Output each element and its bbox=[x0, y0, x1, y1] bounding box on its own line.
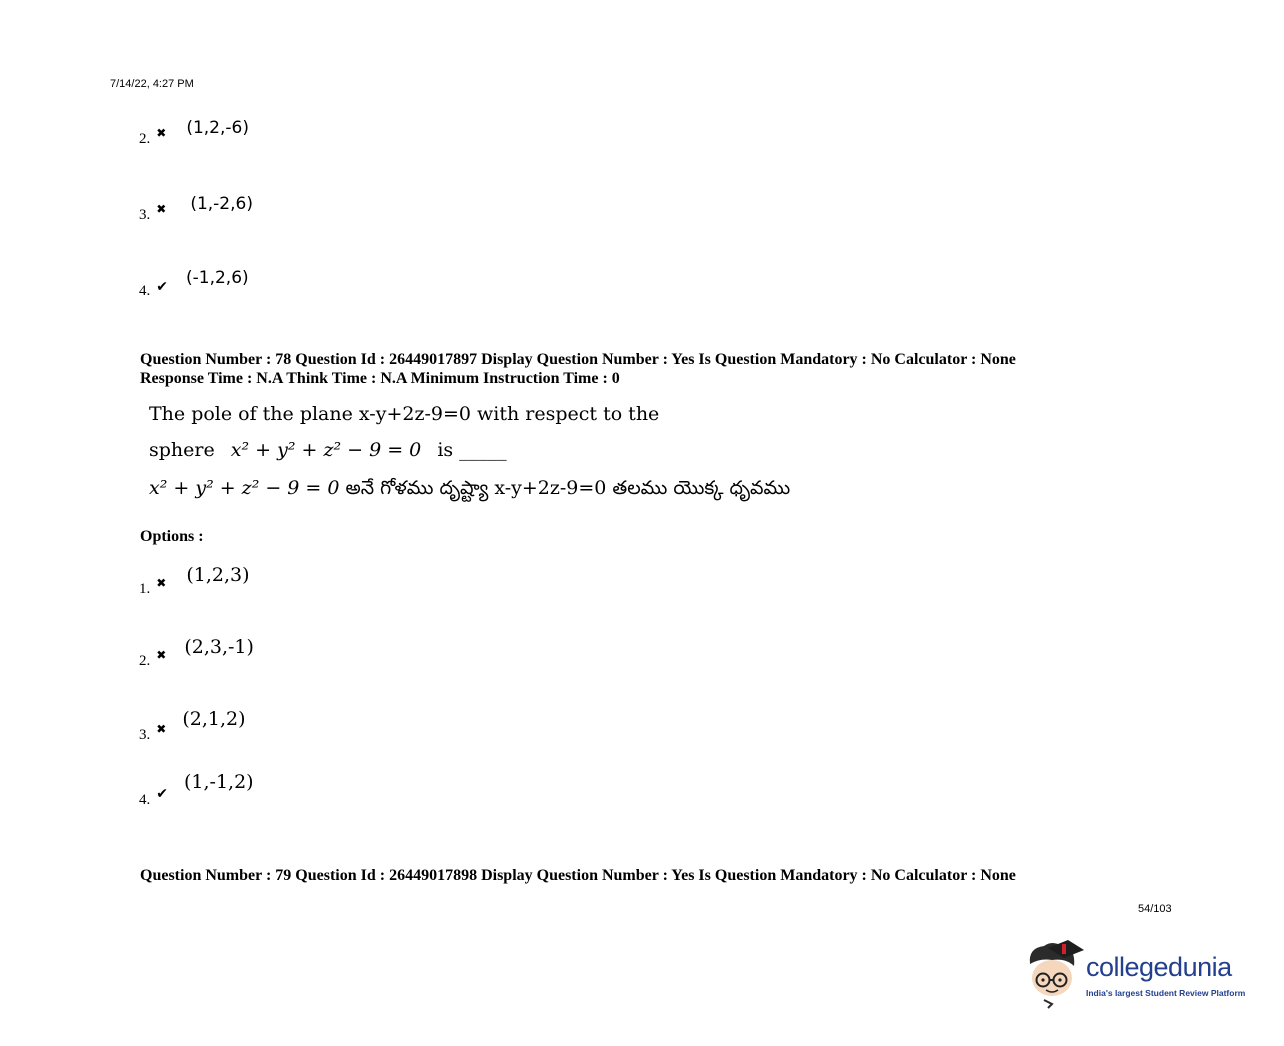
cross-icon: ✖ bbox=[156, 202, 167, 216]
option-number: 3. bbox=[139, 207, 151, 223]
question-78-option-3 bbox=[139, 708, 245, 744]
option-number: 3. bbox=[139, 727, 151, 743]
cross-icon: ✖ bbox=[156, 722, 167, 736]
telugu-sphere-equation: x² + y² + z² − 9 = 0 bbox=[149, 477, 340, 499]
option-number: 1. bbox=[139, 581, 151, 597]
text-sphere: sphere bbox=[149, 439, 215, 461]
cross-icon: ✖ bbox=[156, 648, 167, 662]
collegedunia-logo bbox=[1022, 938, 1254, 1010]
mascot-icon bbox=[1022, 938, 1086, 1010]
option-value: (1,2,-6) bbox=[186, 118, 249, 138]
question-79-meta: Question Number : 79 Question Id : 26449017898 Display Question Number : Yes Is Question Mandatory : No Calculator : None bbox=[140, 867, 1016, 884]
logo-tagline: India's largest Student Review Platform bbox=[1086, 988, 1246, 998]
checkmark-icon: ✔ bbox=[156, 279, 168, 295]
option-value: (1,2,3) bbox=[186, 564, 250, 586]
question-78-option-1 bbox=[139, 564, 249, 598]
question-78-telugu bbox=[149, 477, 790, 504]
question-78-timing: Response Time : N.A Think Time : N.A Minimum Instruction Time : 0 bbox=[140, 370, 620, 387]
telugu-text: అనే గోళము దృష్ట్యా x-y+2z-9=0 తలము యొక్క ధృవము bbox=[345, 477, 791, 499]
option-value: (2,3,-1) bbox=[184, 636, 254, 658]
options-heading: Options : bbox=[140, 528, 204, 545]
text-is-blank: is _____ bbox=[437, 439, 507, 461]
option-number: 4. bbox=[139, 283, 151, 299]
option-number: 2. bbox=[139, 653, 151, 669]
question-78-meta: Question Number : 78 Question Id : 26449017897 Display Question Number : Yes Is Question Mandatory : No Calculator : None bbox=[140, 351, 1016, 368]
checkmark-icon: ✔ bbox=[156, 786, 168, 802]
cross-icon: ✖ bbox=[156, 126, 167, 140]
prev-option-3 bbox=[139, 194, 253, 224]
logo-wordmark: collegedunia bbox=[1086, 952, 1232, 982]
cross-icon: ✖ bbox=[156, 576, 167, 590]
option-number: 4. bbox=[139, 792, 151, 808]
option-value: (1,-1,2) bbox=[183, 771, 254, 793]
sphere-equation: x² + y² + z² − 9 = 0 bbox=[230, 439, 422, 461]
question-78-option-4 bbox=[139, 771, 254, 809]
question-78-text-line2 bbox=[149, 439, 507, 461]
question-78-option-2 bbox=[139, 636, 254, 670]
question-78-text-line1: The pole of the plane x-y+2z-9=0 with respect to the bbox=[149, 403, 660, 425]
option-value: (2,1,2) bbox=[182, 708, 246, 730]
prev-option-2 bbox=[139, 118, 249, 148]
option-number: 2. bbox=[139, 131, 151, 147]
option-value: (-1,2,6) bbox=[185, 268, 249, 288]
print-timestamp: 7/14/22, 4:27 PM bbox=[110, 78, 194, 90]
option-value: (1,-2,6) bbox=[190, 194, 253, 214]
prev-option-4 bbox=[139, 268, 249, 300]
page-number: 54/103 bbox=[1138, 903, 1172, 915]
